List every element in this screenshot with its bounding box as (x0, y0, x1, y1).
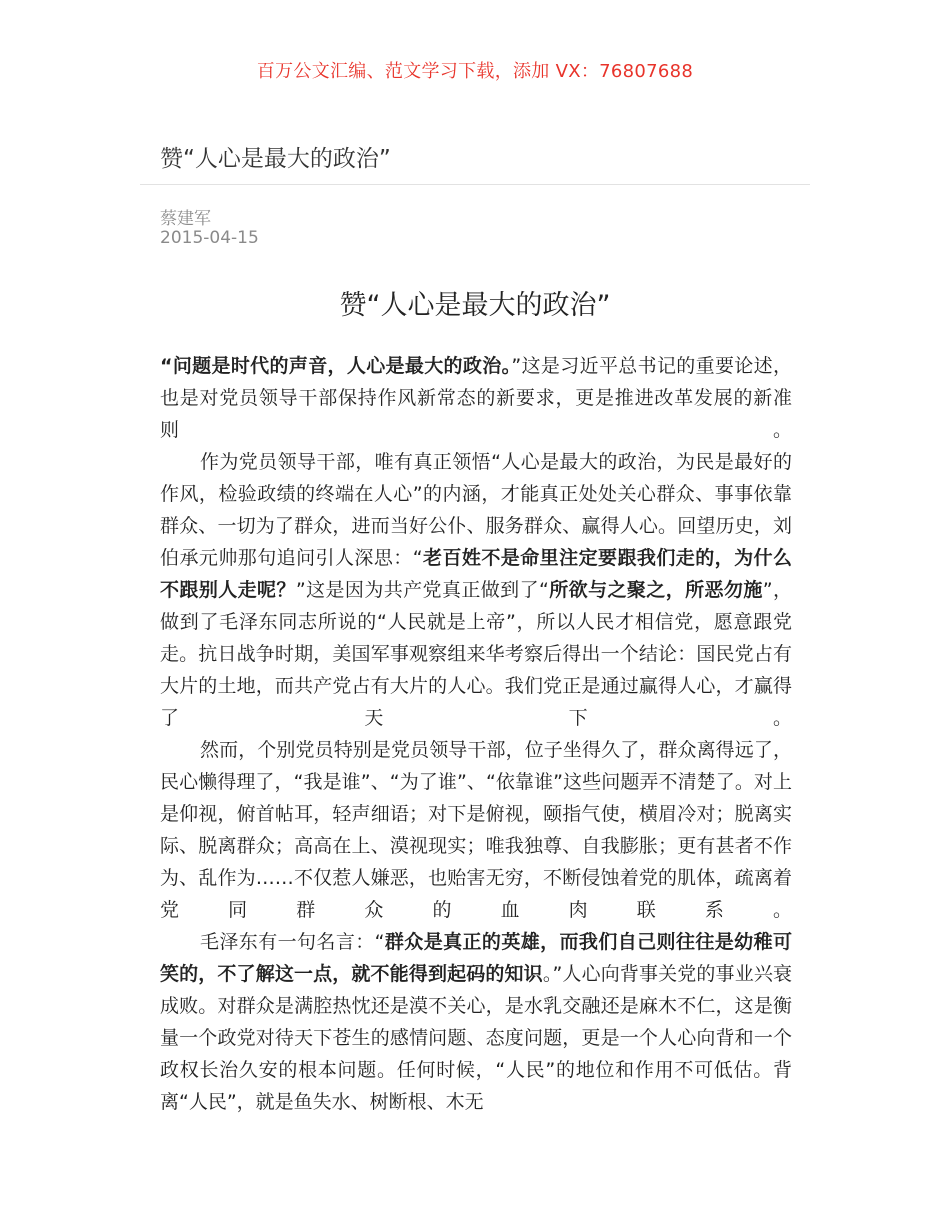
paragraph-2 (160, 446, 792, 734)
paragraph-3 (160, 734, 792, 926)
paragraph-text: ”，做到了毛泽东同志所说的“人民就是上帝”，所以人民才相信党，愿意跟党走。抗日战争时期，美国军事观察组来华考察后得出一个结论：国民党占有大片的土地，而共产党占有大片的人心。我们党正是通过赢得人心，才赢得了天下。 (160, 579, 792, 729)
paragraph-text: 毛泽东有一句名言：“ (200, 931, 385, 953)
bold-quote: 所欲与之聚之，所恶勿施 (548, 579, 763, 601)
paragraph-text: 作为党员领导干部，唯有真正领悟“人心是最大的政治，为民是最好的作风，检验政绩的终端在人心”的内涵，才能真正处处关心群众、事事依靠群众、一切为了群众，进而当好公仆、服务群众、赢得人心。回望历史，刘伯承元帅那句追问引人深思：“ (160, 451, 792, 569)
paragraph-1 (160, 350, 792, 446)
author: 蔡建军 (160, 209, 211, 229)
article-body (160, 350, 792, 1118)
document-title: 赞“人心是最大的政治” (160, 146, 391, 172)
paragraph-4 (160, 926, 792, 1118)
title-divider (140, 184, 810, 185)
publish-date: 2015-04-15 (160, 228, 259, 248)
paragraph-text: 然而，个别党员特别是党员领导干部，位子坐得久了，群众离得远了，民心懒得理了，“我是谁”、“为了谁”、“依靠谁”这些问题弄不清楚了。对上是仰视，俯首帖耳，轻声细语；对下是俯视，颐指气使，横眉冷对；脱离实际、脱离群众；高高在上、漠视现实；唯我独尊、自我膨胀；更有甚者不作为、乱作为……不仅惹人嫌恶，也贻害无穷，不断侵蚀着党的肌体，疏离着党同群众的血肉联系。 (160, 739, 792, 921)
bold-quote: “问题是时代的声音，人心是最大的政治。 (160, 355, 512, 377)
paragraph-text: 。”人心向背事关党的事业兴衰成败。对群众是满腔热忱还是漠不关心，是水乳交融还是麻木不仁，这是衡量一个政党对待天下苍生的感情问题、态度问题，更是一个人心向背和一个政权长治久安的根本问题。任何时候，“人民”的地位和作用不可低估。背离“人民”，就是鱼失水、树断根、木无 (160, 963, 792, 1113)
promo-banner: 百万公文汇编、范文学习下载，添加 VX：76807688 (256, 61, 694, 82)
article-heading: 赞“人心是最大的政治” (339, 290, 611, 321)
bold-quote: 老百姓不是命里注定要跟我们走的，为什么不跟别人走呢？ (160, 547, 792, 601)
bold-quote: 群众是真正的英雄，而我们自己则往往是幼稚可笑的，不了解这一点，就不能得到起码的知识 (160, 931, 792, 985)
paragraph-text: ”这是习近平总书记的重要论述，也是对党员领导干部保持作风新常态的新要求，更是推进改革发展的新准则。 (160, 355, 792, 441)
paragraph-text: ”这是因为共产党真正做到了“ (295, 579, 549, 601)
